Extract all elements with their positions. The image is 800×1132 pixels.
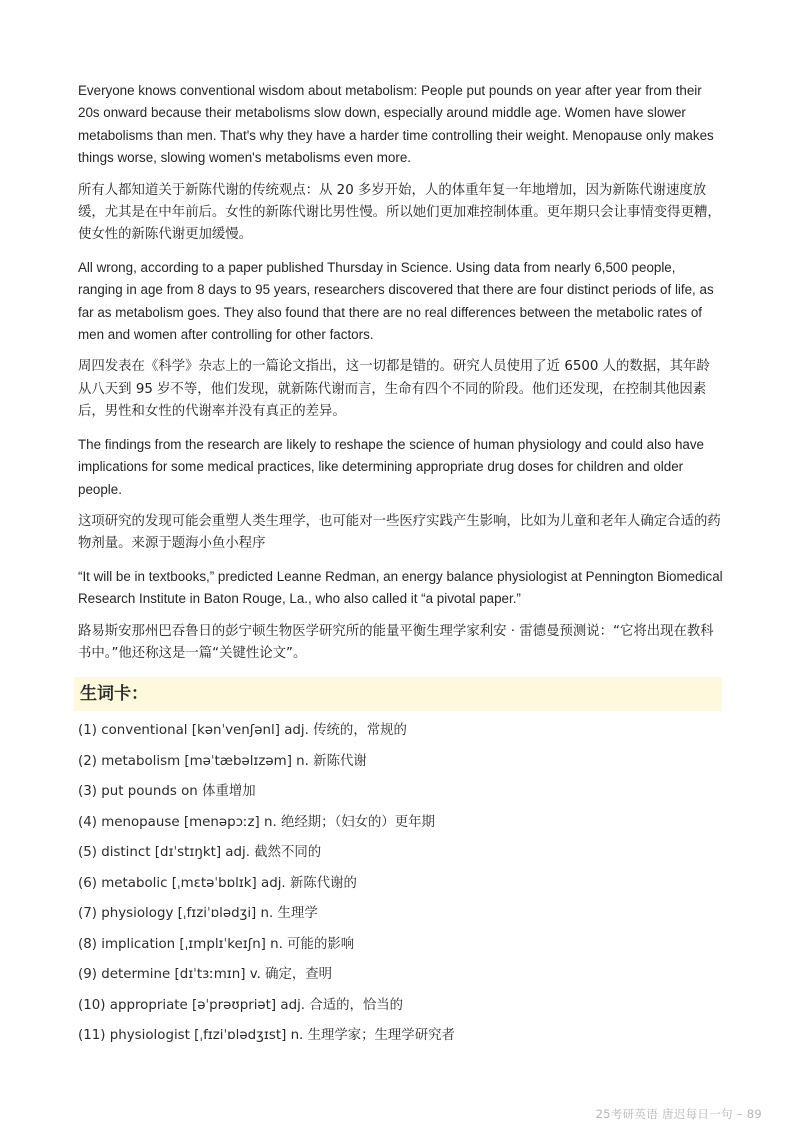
paragraph-zh-3: 这项研究的发现可能会重塑人类生理学，也可能对一些医疗实践产生影响，比如为儿童和老年人确定合适的药物剂量。来源于题海小鱼小程序 bbox=[78, 513, 721, 552]
vocab-item: (7) physiology [ˌfɪziˈɒlədʒi] n. 生理学 bbox=[78, 906, 318, 922]
vocab-list bbox=[78, 721, 723, 1057]
vocab-item: (10) appropriate [əˈprəʊpriət] adj. 合适的，恰当的 bbox=[78, 997, 404, 1013]
paragraph-en-1: Everyone knows conventional wisdom about metabolism: People put pounds on year after year from their 20s onward because their metabolisms slow down, especially around middle age. Women have slower metabolisms than men. That's why they have a harder time controlling their weight. Menopause only makes things worse, slowing women's metabolisms even more. bbox=[78, 83, 714, 166]
vocab-card-title: 生词卡： bbox=[74, 677, 722, 711]
paragraph-zh-2: 周四发表在《科学》杂志上的一篇论文指出，这一切都是错的。研究人员使用了近 6500 人的数据，其年龄从八天到 95 岁不等，他们发现，就新陈代谢而言，生命有四个不同的阶段。他们还发现，在控制其他因素后，男性和女性的代谢率并没有真正的差异。 bbox=[78, 359, 710, 420]
article-page bbox=[78, 80, 723, 1057]
paragraph-zh-4: 路易斯安那州巴吞鲁日的彭宁顿生物医学研究所的能量平衡生理学家利安 · 雷德曼预测说：“它将出现在教科书中。”他还称这是一篇“关键性论文”。 bbox=[78, 623, 714, 661]
vocab-item: (3) put pounds on 体重增加 bbox=[78, 784, 256, 800]
page-footer: 25考研英语 唐迟每日一句 – 89 bbox=[595, 1107, 762, 1121]
vocab-item: (5) distinct [dɪˈstɪŋkt] adj. 截然不同的 bbox=[78, 845, 322, 861]
paragraph-en-3: The findings from the research are likely to reshape the science of human physiology and could also have implications for some medical practices, like determining appropriate drug doses for children and older people. bbox=[78, 436, 704, 497]
vocab-item: (6) metabolic [ˌmɛtəˈbɒlɪk] adj. 新陈代谢的 bbox=[78, 875, 357, 891]
vocab-item: (8) implication [ˌɪmplɪˈkeɪʃn] n. 可能的影响 bbox=[78, 936, 355, 952]
vocab-item: (2) metabolism [məˈtæbəlɪzəm] n. 新陈代谢 bbox=[78, 753, 367, 769]
paragraph-en-4: “It will be in textbooks,” predicted Leanne Redman, an energy balance physiologist at Pennington Biomedical Research Institute in Baton Rouge, La., who also called it “a pivotal paper.” bbox=[78, 568, 723, 607]
vocab-item: (4) menopause [menəpɔːz] n. 绝经期；（妇女的）更年期 bbox=[78, 814, 435, 830]
paragraph-zh-1: 所有人都知道关于新陈代谢的传统观点：从 20 多岁开始，人的体重年复一年地增加，因为新陈代谢速度放缓，尤其是在中年前后。女性的新陈代谢比男性慢。所以她们更加难控制体重。更年期只会让事情变得更糟，使女性的新陈代谢更加缓慢。 bbox=[78, 182, 721, 243]
vocab-item: (1) conventional [kənˈvenʃənl] adj. 传统的，常规的 bbox=[78, 723, 407, 739]
vocab-item: (11) physiologist [ˌfɪziˈɒlədʒɪst] n. 生理学家；生理学研究者 bbox=[78, 1028, 455, 1044]
vocab-item: (9) determine [dɪˈtɜːmɪn] v. 确定，查明 bbox=[78, 967, 333, 983]
paragraph-en-2: All wrong, according to a paper published Thursday in Science. Using data from nearly 6,500 people, ranging in age from 8 days to 95 years, researchers discovered that there are four distinct periods of life, as far as metabolism goes. They also found that there are no real differences between the metabolic rates of men and women after controlling for other factors. bbox=[78, 259, 714, 343]
